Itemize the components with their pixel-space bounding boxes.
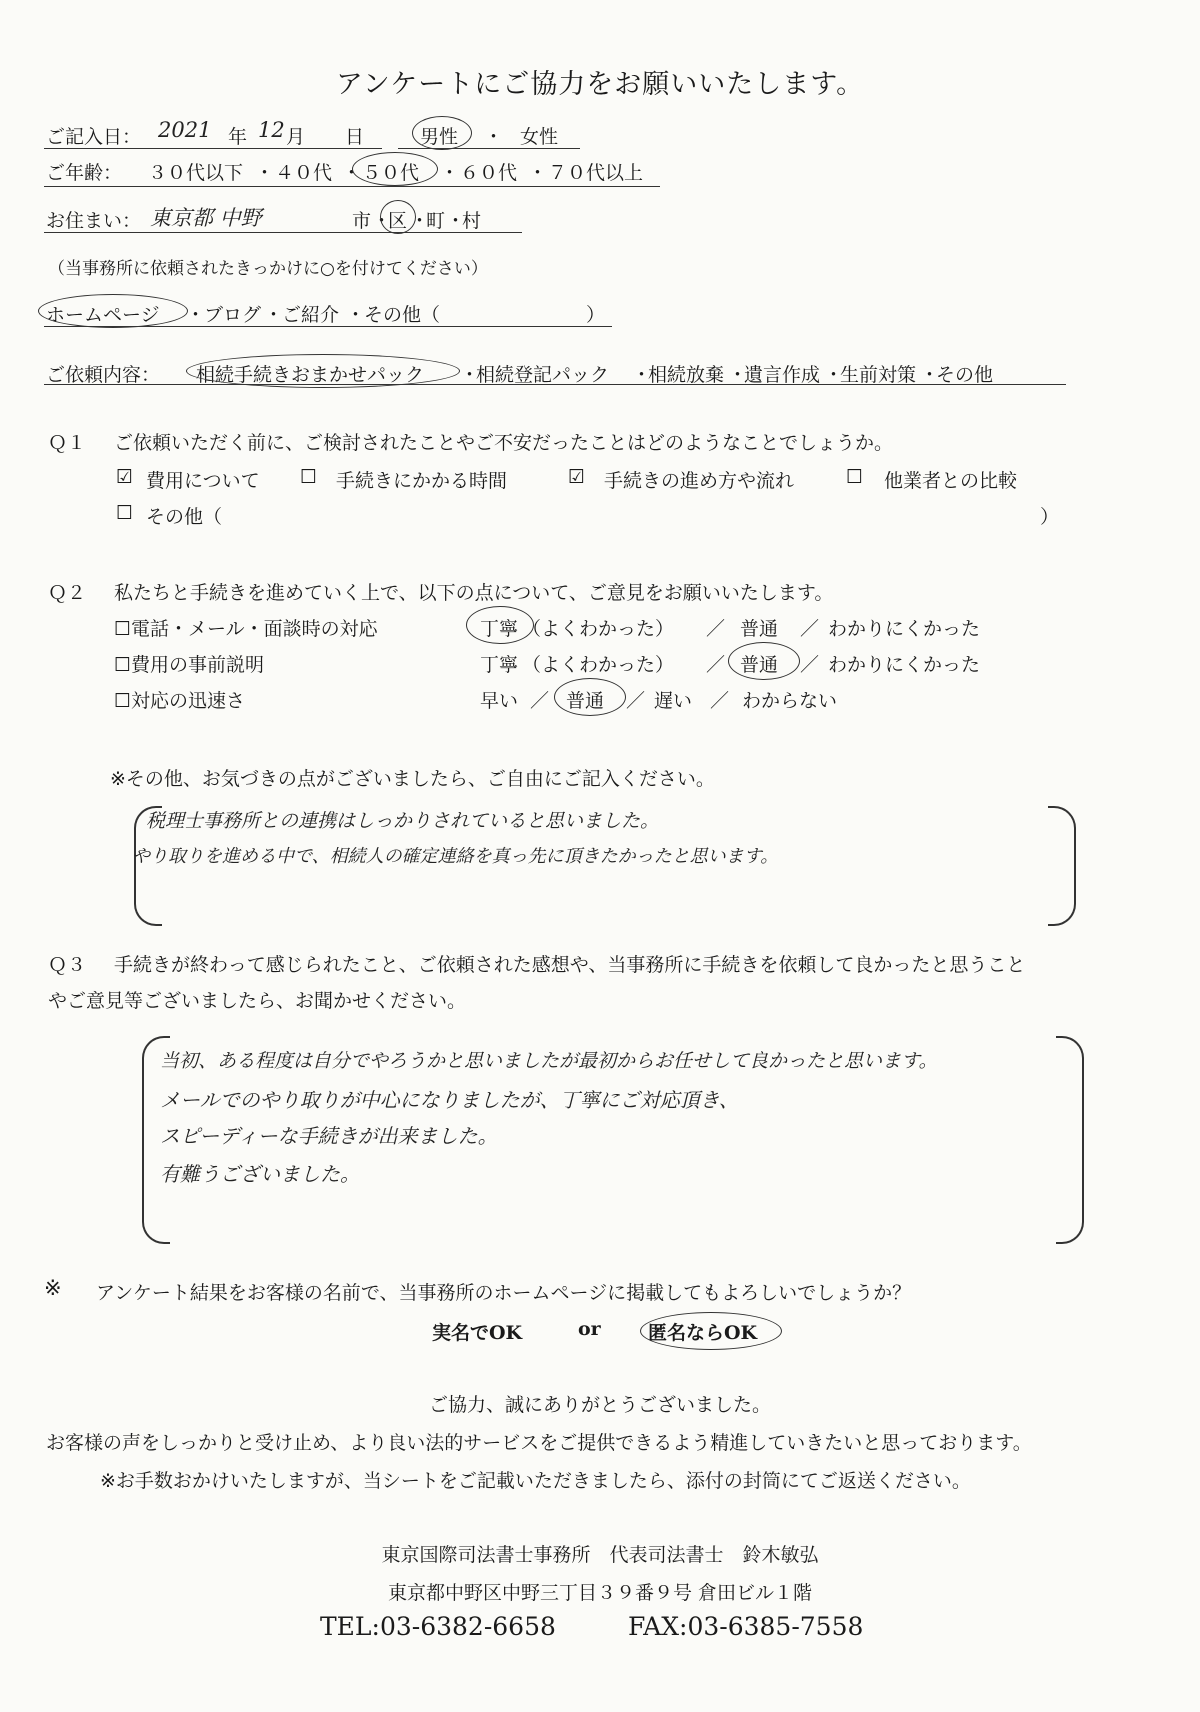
request-option-renounce[interactable]: 相続放棄 [648, 364, 725, 386]
address-type-ward[interactable]: 区 [388, 210, 408, 232]
q2-row-2-label: ☐費用の事前説明 [114, 654, 265, 676]
q2-comment-line-1[interactable]: 税理士事務所との連携はしっかりされていると思いました。 [146, 810, 660, 832]
q1-check-time-mark[interactable]: ☐ [300, 466, 318, 488]
entry-date-label: ご記入日： [46, 126, 142, 148]
referral-option-introduction[interactable]: ご紹介 [282, 304, 340, 326]
q2-row-3-option-unknown[interactable]: わからない [742, 690, 838, 712]
office-name: 東京国際司法書士事務所 代表司法書士 鈴木敏弘 [381, 1544, 819, 1566]
q2-row-2-option-polite[interactable]: 丁寧 [480, 654, 519, 676]
age-option-1[interactable]: ３０代以下 [148, 162, 244, 184]
q1-number: Ｑ１ [48, 432, 87, 454]
q2-comment-bracket-right [1048, 806, 1076, 926]
age-option-4[interactable]: ６０代 [460, 162, 518, 184]
q3-comment-line-1[interactable]: 当初、ある程度は自分でやろうかと思いましたが最初からお任せして良かったと思います。 [160, 1050, 938, 1072]
address-value[interactable]: 東京都 中野 [150, 206, 262, 230]
address-type-city[interactable]: 市 [352, 210, 372, 232]
request-option-other[interactable]: その他 [936, 364, 994, 386]
address-type-town[interactable]: 町 [426, 210, 446, 232]
age-option-2[interactable]: ４０代 [275, 162, 333, 184]
entry-month-unit: 月 [286, 126, 306, 148]
q2-row-3-label: ☐対応の迅速さ [114, 690, 246, 712]
q1-check-compare-mark[interactable]: ☐ [846, 466, 864, 488]
q2-row-2-selected-circle [728, 642, 800, 680]
q2-question: 私たちと手続きを進めていく上で、以下の点について、ご意見をお願いいたします。 [114, 582, 834, 604]
q3-comment-line-3[interactable]: スピーディーな手続きが出来ました。 [160, 1124, 498, 1148]
q3-comment-bracket-right [1056, 1036, 1084, 1244]
referral-option-other[interactable]: その他（ [364, 304, 441, 326]
referral-note: （当事務所に依頼されたきっかけに○を付けてください） [48, 259, 488, 279]
address-label: お住まい： [46, 210, 142, 232]
closing-return-note: ※お手数おかけいたしますが、当シートをご記載いただきましたら、添付の封筒にてご返送ください。 [100, 1470, 971, 1492]
closing-message: お客様の声をしっかりと受け止め、より良い法的サービスをご提供できるよう精進していきたいと思っております。 [46, 1432, 1032, 1454]
q2-row-1-option-normal[interactable]: 普通 [740, 618, 779, 640]
referral-option-homepage[interactable]: ホームページ [46, 304, 160, 326]
q1-check-process-label: 手続きの進め方や流れ [604, 470, 795, 492]
q2-row-3-option-slow[interactable]: 遅い [654, 690, 693, 712]
q2-comment-note: ※その他、お気づきの点がございましたら、ご自由にご記入ください。 [110, 768, 715, 790]
q3-question-line-1: 手続きが終わって感じられたこと、ご依頼された感想や、当事務所に手続きを依頼して良かったと思うこと [114, 954, 1026, 976]
q1-check-time-label: 手続きにかかる時間 [336, 470, 508, 492]
q1-question: ご依頼いただく前に、ご検討されたことやご不安だったことはどのようなことでしょうか。 [114, 432, 894, 454]
q1-check-compare-label: 他業者との比較 [884, 470, 1018, 492]
q2-row-2-option-normal[interactable]: 普通 [740, 654, 779, 676]
q1-check-other-mark[interactable]: ☐ [116, 502, 134, 524]
closing-thanks: ご協力、誠にありがとうございました。 [428, 1394, 771, 1416]
q2-row-2-option-unclear[interactable]: わかりにくかった [828, 654, 981, 676]
referral-option-blog[interactable]: ブログ [204, 304, 262, 326]
entry-year-value[interactable]: 2021 [158, 118, 212, 142]
referral-selected-circle [38, 294, 188, 328]
q3-comment-line-2[interactable]: メールでのやり取りが中心になりましたが、丁寧にご対応頂き、 [160, 1088, 739, 1112]
survey-title: アンケートにご協力をお願いいたします。 [335, 69, 865, 100]
q1-other-close: ） [1040, 506, 1060, 528]
q1-check-cost-label: 費用について [146, 470, 260, 492]
q2-row-1-label: ☐電話・メール・面談時の対応 [114, 618, 378, 640]
office-fax: FAX:03-6385-7558 [628, 1612, 864, 1641]
age-option-3[interactable]: ５０代 [362, 162, 420, 184]
q3-question-line-2: やご意見等ございましたら、お聞かせください。 [48, 990, 467, 1012]
referral-other-close: ） [586, 304, 606, 326]
entry-year-unit: 年 [228, 126, 248, 148]
q2-row-3-option-normal[interactable]: 普通 [566, 690, 605, 712]
request-selected-circle [186, 354, 460, 388]
request-option-omakase[interactable]: 相続手続きおまかせパック [196, 364, 425, 386]
publish-mark: ※ [44, 1276, 62, 1300]
gender-female-option[interactable]: 女性 [520, 126, 559, 148]
gender-male-option[interactable]: 男性 [420, 126, 459, 148]
request-option-estate-planning[interactable]: 生前対策 [840, 364, 917, 386]
q1-check-process-mark[interactable]: ☑ [568, 466, 586, 488]
age-option-5[interactable]: ７０代以上 [548, 162, 644, 184]
office-tel: TEL:03-6382-6658 [320, 1612, 556, 1641]
address-type-village[interactable]: 村 [462, 210, 482, 232]
publish-selected-circle [640, 1312, 782, 1350]
publish-option-anonymous[interactable]: 匿名ならOK [648, 1322, 758, 1344]
office-address: 東京都中野区中野三丁目３９番９号 倉田ビル１階 [387, 1582, 813, 1604]
publish-question: アンケート結果をお客様の名前で、当事務所のホームページに掲載してもよろしいでしょうか？ [96, 1282, 912, 1304]
publish-or: or [578, 1318, 601, 1340]
q2-number: Ｑ２ [48, 582, 87, 604]
gender-selected-circle [412, 116, 472, 150]
age-label: ご年齢： [46, 162, 123, 184]
q3-comment-line-4[interactable]: 有難うございました。 [160, 1162, 360, 1186]
request-option-registration[interactable]: 相続登記パック [476, 364, 610, 386]
request-option-will[interactable]: 遺言作成 [744, 364, 821, 386]
q3-number: Ｑ３ [48, 954, 87, 976]
request-label: ご依頼内容： [46, 364, 161, 386]
gender-separator: ・ [484, 126, 504, 148]
entry-month-value[interactable]: 12 [258, 118, 285, 142]
q2-row-3-selected-circle [554, 678, 626, 716]
age-selected-circle [352, 152, 438, 186]
q2-row-1-option-polite[interactable]: 丁寧 [480, 618, 519, 640]
q2-comment-line-2[interactable]: やり取りを進める中で、相続人の確定連絡を真っ先に頂きたかったと思います。 [132, 846, 779, 867]
entry-day-unit: 日 [345, 126, 365, 148]
q1-check-cost-mark[interactable]: ☑ [116, 466, 134, 488]
q2-row-1-option-unclear[interactable]: わかりにくかった [828, 618, 981, 640]
q1-check-other-label: その他（ [146, 506, 223, 528]
publish-option-real-name[interactable]: 実名でOK [432, 1322, 523, 1344]
q2-row-3-option-fast[interactable]: 早い [480, 690, 519, 712]
